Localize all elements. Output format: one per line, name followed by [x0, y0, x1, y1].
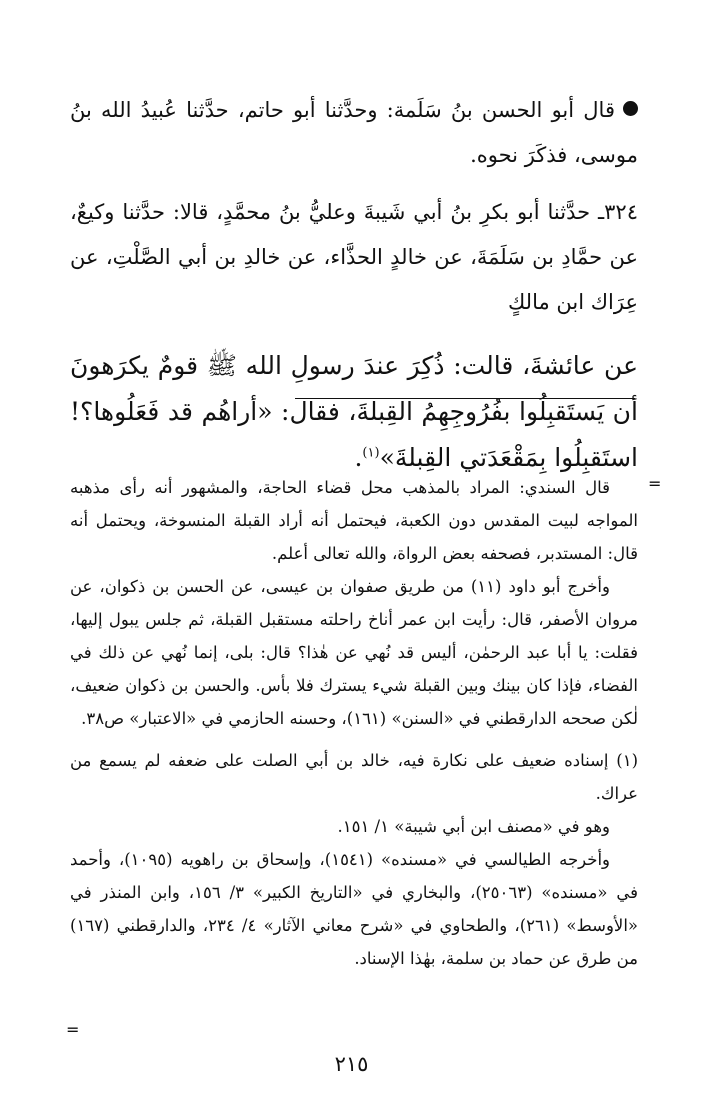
continuation-mark-bottom: = — [66, 1020, 80, 1039]
main-text — [70, 88, 638, 481]
footnote-1-source: وهو في «مصنف ابن أبي شيبة» ١/ ١٥١. — [337, 817, 610, 836]
footnote-separator — [295, 398, 635, 399]
footnote-ref-1: (١) — [362, 445, 380, 461]
footnote-1-takhrij: وأخرجه الطيالسي في «مسنده» (١٥٤١)، وإسحاق بن راهويه (١٠٩٥)، وأحمد في «مسنده» (٢٥٠٦٣)، والبخاري في «التاريخ الكبير» ٣/ ١٥٦، وابن المنذر في «الأوسط» (٢٦١)، والطحاوي في «شرح معاني الآثار» ٤/ ٢٣٤، والدارقطني (١٦٧) من طرق عن حماد بن سلمة، بهٰذا الإسناد. — [70, 850, 639, 968]
page-number: ٢١٥ — [334, 1052, 369, 1076]
continuation-mark-top: = — [648, 474, 662, 493]
note-abu-dawud: وأخرج أبو داود (١١) من طريق صفوان بن عيسى، عن الحسن بن ذكوان، عن مروان الأصفر، قال: رأيت ابن عمر أناخ راحلته مستقبل القبلة، ثم جلس يبول إليها، فقلت: يا أبا عبد الرحمٰن، أليس قد نُهي عن هٰذا؟ قال: بلى، إنما نُهي عن ذلك في الفضاء، فإذا كان بينك وبين القبلة شيء يسترك فلا بأس. والحسن بن ذكوان ضعيف، لٰكن صححه الدارقطني في «السنن» (١٦١)، وحسنه الحازمي في «الاعتبار» ص٣٨. — [70, 577, 638, 728]
bullet-icon — [623, 101, 638, 116]
hadith-324-isnad: ٣٢٤ـ حدَّثنا أبو بكرِ بنُ أبي شَيبةَ وعليُّ بنُ محمَّدٍ، قالا: حدَّثنا وكيعٌ، عن حمَّادِ بن سَلَمَةَ، عن خالدٍ الحذَّاء، عن خالدِ بن أبي الصَّلْتِ، عن عِرَاك ابن مالكٍ — [70, 200, 638, 314]
note-sindi: قال السندي: المراد بالمذهب محل قضاء الحاجة، والمشهور أنه رأى مذهبه المواجه لبيت المقدس دون الكعبة، فيحتمل أنه أراد القبلة المنسوخة، ويحتمل أنه قال: المستدبر، فصحفه بعض الرواة، والله تعالى أعلم. — [70, 478, 638, 563]
paragraph-1-text: قال أبو الحسن بنُ سَلَمة: وحدَّثنا أبو حاتم، حدَّثنا عُبيدُ الله بنُ موسى، فذكَرَ نحوه. — [70, 98, 638, 167]
hadith-matn-text: عن عائشةَ، قالت: ذُكِرَ عندَ رسولِ الله ﷺ قومٌ يكرَهونَ أن يَستَقبِلُوا بفُرُوجِهِمُ القِبلةَ، فقال: «أراهُم قد فَعَلُوها؟! استَقبِلُوا بِمَقْعَدَتي القِبلةَ» — [70, 351, 638, 472]
paragraph-bullet — [70, 88, 638, 178]
footnotes — [70, 471, 638, 975]
footnote-1: (١) إسناده ضعيف على نكارة فيه، خالد بن أبي الصلت على ضعفه لم يسمع من عراك. — [70, 751, 638, 803]
hadith-324-matn: عن عائشةَ، قالت: ذُكِرَ عندَ رسولِ الله ﷺ قومٌ يكرَهونَ أن يَستَقبِلُوا بفُرُوجِهِمُ القِبلةَ، فقال: «أراهُم قد فَعَلُوها؟! استَقبِلُوا بِمَقْعَدَتي القِبلةَ»$^{(١)}$. — [70, 351, 638, 472]
